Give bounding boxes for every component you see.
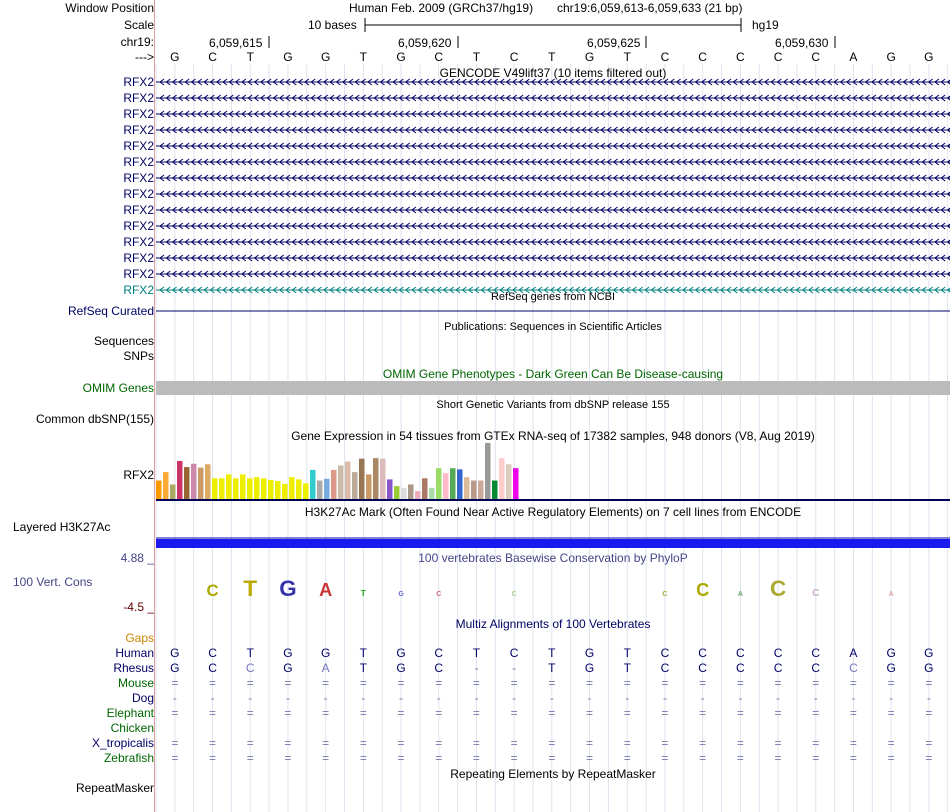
multiz-base: - xyxy=(851,691,856,705)
multiz-base: = xyxy=(322,751,330,765)
sequence-base: G xyxy=(924,50,934,64)
gtex-bar xyxy=(345,461,351,499)
multiz-species-label[interactable]: Rhesus xyxy=(113,661,154,675)
multiz-base: C xyxy=(660,661,670,675)
multiz-base: T xyxy=(548,661,556,675)
multiz-base: = xyxy=(586,706,594,720)
gtex-bar xyxy=(331,470,337,499)
multiz-base: = xyxy=(548,736,556,750)
multiz-base: = xyxy=(472,706,480,720)
multiz-base: = xyxy=(661,676,669,690)
multiz-base: = xyxy=(322,736,330,750)
multiz-base: = xyxy=(812,676,820,690)
multiz-base: = xyxy=(359,676,367,690)
multiz-base: = xyxy=(736,736,744,750)
sequence-base: C xyxy=(434,50,444,64)
phylop-ymax: 4.88 _ xyxy=(120,551,154,565)
gtex-bar xyxy=(429,488,435,499)
ruler-tick-label: 6,059,630 xyxy=(775,36,829,50)
multiz-species-label[interactable]: Human xyxy=(115,646,154,660)
gtex-bar xyxy=(338,465,344,499)
multiz-base: = xyxy=(661,751,669,765)
multiz-base: = xyxy=(849,736,857,750)
multiz-base: = xyxy=(246,676,254,690)
phylop-logo-letter: C xyxy=(511,591,517,598)
multiz-base: = xyxy=(435,751,443,765)
gtex-bar xyxy=(212,478,218,499)
dbsnp-track-label[interactable]: Common dbSNP(155) xyxy=(35,412,154,426)
gtex-bar xyxy=(387,479,393,499)
multiz-base: - xyxy=(549,691,554,705)
multiz-base: C xyxy=(849,661,858,675)
phylop-logo-letter: G xyxy=(398,591,404,598)
multiz-base: = xyxy=(397,676,405,690)
multiz-base: G xyxy=(396,646,406,660)
gtex-bar xyxy=(499,458,505,499)
gtex-bar xyxy=(219,478,225,499)
gencode-item-label[interactable]: RFX2 xyxy=(123,107,154,121)
multiz-species-label[interactable]: Dog xyxy=(131,691,154,705)
multiz-base: = xyxy=(472,751,480,765)
multiz-base: = xyxy=(510,736,518,750)
multiz-base: = xyxy=(586,676,594,690)
multiz-base: - xyxy=(361,691,366,705)
multiz-base: = xyxy=(322,676,330,690)
phylop-logo-letter: C xyxy=(206,581,219,600)
multiz-base: = xyxy=(925,736,933,750)
gtex-bar xyxy=(359,459,365,499)
multiz-base: = xyxy=(548,751,556,765)
sequence-base: T xyxy=(472,50,481,64)
multiz-base: T xyxy=(548,646,556,660)
gtex-bar xyxy=(324,479,330,499)
gencode-item-label[interactable]: RFX2 xyxy=(123,283,154,297)
multiz-base: G xyxy=(924,661,934,675)
multiz-base: = xyxy=(397,736,405,750)
gtex-bar xyxy=(471,481,477,499)
sequence-base: C xyxy=(509,50,519,64)
multiz-base: - xyxy=(813,691,818,705)
multiz-base: - xyxy=(512,691,517,705)
gtex-bar xyxy=(191,464,197,499)
multiz-species-label[interactable]: X_tropicalis xyxy=(91,736,154,750)
multiz-base: - xyxy=(776,691,781,705)
publications-track-title[interactable]: Publications: Sequences in Scientific Articles xyxy=(444,321,662,333)
sequence-base: A xyxy=(849,50,858,64)
gtex-bar xyxy=(436,468,442,499)
strand-label: ---> xyxy=(135,50,154,64)
gtex-bar xyxy=(464,477,470,499)
multiz-base: - xyxy=(474,661,479,675)
gtex-bar xyxy=(254,477,260,499)
sequence-base: G xyxy=(396,50,406,64)
gtex-bar xyxy=(156,481,162,499)
multiz-base: T xyxy=(623,646,631,660)
multiz-base: C xyxy=(773,661,783,675)
multiz-track-title[interactable]: Multiz Alignments of 100 Vertebrates xyxy=(455,617,651,631)
omim-bar xyxy=(156,381,950,395)
multiz-base: = xyxy=(623,706,631,720)
multiz-base: - xyxy=(323,691,328,705)
multiz-base: G xyxy=(396,661,406,675)
multiz-base: C xyxy=(434,646,444,660)
multiz-base: A xyxy=(849,646,858,660)
sequence-base: G xyxy=(283,50,293,64)
multiz-base: G xyxy=(170,646,180,660)
multiz-base: = xyxy=(774,706,782,720)
gencode-item-label[interactable]: RFX2 xyxy=(123,171,154,185)
multiz-base: = xyxy=(887,706,895,720)
publications-track-label[interactable]: Sequences xyxy=(93,334,154,348)
gtex-bar xyxy=(401,488,407,499)
dbsnp-track-title[interactable]: Short Genetic Variants from dbSNP release 155 xyxy=(436,399,670,411)
sequence-base: C xyxy=(698,50,707,64)
multiz-base: C xyxy=(736,661,745,675)
gtex-bar xyxy=(163,472,169,499)
multiz-base: = xyxy=(510,706,518,720)
multiz-base: C xyxy=(773,646,783,660)
multiz-base: = xyxy=(623,676,631,690)
gencode-item-label[interactable]: RFX2 xyxy=(123,219,154,233)
multiz-base: C xyxy=(208,661,217,675)
sequence-base: T xyxy=(359,50,368,64)
gtex-bar xyxy=(366,474,372,499)
omim-track-label[interactable]: OMIM Genes xyxy=(82,381,154,395)
multiz-base: - xyxy=(474,691,479,705)
gtex-bar xyxy=(408,484,414,499)
multiz-base: G xyxy=(283,646,293,660)
ruler-tick-label: 6,059,620 xyxy=(398,36,452,50)
multiz-base: = xyxy=(284,751,292,765)
sequence-base: T xyxy=(548,50,556,64)
multiz-base: = xyxy=(284,706,292,720)
gtex-bar xyxy=(268,480,274,499)
multiz-base: = xyxy=(322,706,330,720)
gtex-bar xyxy=(303,483,309,499)
gtex-track-title[interactable]: Gene Expression in 54 tissues from GTEx RNA-seq of 17382 samples, 948 donors (V8, Aug 2019) xyxy=(291,429,815,443)
gencode-item-label[interactable]: RFX2 xyxy=(123,267,154,281)
position-text: chr19:6,059,613-6,059,633 (21 bp) xyxy=(557,1,743,15)
multiz-base: = xyxy=(472,736,480,750)
multiz-base: A xyxy=(321,661,330,675)
phylop-track-title[interactable]: 100 vertebrates Basewise Conservation by PhyloP xyxy=(418,551,688,565)
gtex-bar xyxy=(240,474,246,499)
multiz-base: = xyxy=(623,751,631,765)
multiz-base: G xyxy=(886,646,896,660)
gtex-bar xyxy=(513,468,519,499)
multiz-base: G xyxy=(924,646,934,660)
gtex-bar xyxy=(317,481,323,499)
phylop-logo-letter: A xyxy=(319,580,333,600)
multiz-base: C xyxy=(811,661,821,675)
multiz-base: C xyxy=(660,646,670,660)
multiz-base: = xyxy=(736,676,744,690)
multiz-base: = xyxy=(548,706,556,720)
gencode-item-label[interactable]: RFX2 xyxy=(123,75,154,89)
multiz-base: - xyxy=(587,691,592,705)
gtex-bar xyxy=(457,469,463,499)
sequence-base: T xyxy=(246,50,254,64)
multiz-base: T xyxy=(472,646,481,660)
multiz-base: = xyxy=(209,706,217,720)
multiz-base: G xyxy=(320,646,331,660)
gencode-track-title[interactable]: GENCODE V49lift37 (10 items filtered out) xyxy=(439,66,667,80)
multiz-species-label[interactable]: Elephant xyxy=(106,706,154,720)
phylop-logo-letter: C xyxy=(812,588,820,599)
gtex-bar xyxy=(282,484,288,499)
gtex-bar xyxy=(310,470,316,499)
multiz-base: G xyxy=(584,646,595,660)
gtex-bar xyxy=(261,478,267,499)
multiz-base: C xyxy=(509,646,519,660)
gtex-bar xyxy=(184,467,190,499)
multiz-base: = xyxy=(925,706,933,720)
gencode-item-label[interactable]: RFX2 xyxy=(123,123,154,137)
multiz-base: = xyxy=(209,676,217,690)
ruler-tick-label: 6,059,615 xyxy=(209,36,263,50)
multiz-base: G xyxy=(886,661,896,675)
gtex-bar xyxy=(380,459,386,499)
multiz-base: G xyxy=(283,661,293,675)
multiz-base: T xyxy=(246,646,254,660)
sequence-base: G xyxy=(584,50,595,64)
multiz-base: = xyxy=(699,676,707,690)
multiz-base: = xyxy=(472,676,480,690)
phylop-logo-letter: A xyxy=(888,591,894,598)
gtex-bar xyxy=(443,473,449,499)
gtex-bar xyxy=(233,478,239,499)
phylop-track-label[interactable]: 100 Vert. Cons xyxy=(13,575,93,589)
multiz-base: = xyxy=(736,706,744,720)
ruler-tick-label: 6,059,625 xyxy=(587,36,641,50)
multiz-base: = xyxy=(435,706,443,720)
multiz-base: = xyxy=(510,751,518,765)
gtex-bar xyxy=(275,481,281,499)
repeatmasker-track-title[interactable]: Repeating Elements by RepeatMasker xyxy=(450,767,656,781)
multiz-base: = xyxy=(925,676,933,690)
gencode-item-label[interactable]: RFX2 xyxy=(123,187,154,201)
multiz-base: C xyxy=(245,661,255,675)
phylop-logo-letter: C xyxy=(436,591,442,598)
multiz-base: = xyxy=(246,706,254,720)
gtex-bar xyxy=(177,461,183,499)
multiz-base: = xyxy=(171,736,179,750)
phylop-logo-letter: C xyxy=(769,576,787,601)
gtex-bar xyxy=(450,468,456,499)
sequence-base: G xyxy=(320,50,331,64)
multiz-base: - xyxy=(512,661,517,675)
gtex-bar xyxy=(247,478,253,499)
multiz-base: = xyxy=(849,706,857,720)
multiz-base: = xyxy=(661,706,669,720)
multiz-base: - xyxy=(210,691,215,705)
multiz-base: - xyxy=(738,691,743,705)
multiz-base: = xyxy=(736,751,744,765)
multiz-base: C xyxy=(736,646,745,660)
gtex-bar xyxy=(485,443,491,499)
h3k27ac-track-label[interactable]: Layered H3K27Ac xyxy=(13,520,111,534)
multiz-base: = xyxy=(359,751,367,765)
snps-track-label[interactable]: SNPs xyxy=(123,349,154,363)
multiz-base: - xyxy=(172,691,177,705)
gtex-bar xyxy=(506,464,512,499)
multiz-base: = xyxy=(812,706,820,720)
phylop-ymin: -4.5 _ xyxy=(123,600,154,614)
multiz-base: - xyxy=(662,691,667,705)
gtex-bar xyxy=(198,468,204,499)
phylop-logo-letter: G xyxy=(279,576,297,601)
multiz-base: = xyxy=(548,676,556,690)
multiz-base: = xyxy=(246,751,254,765)
multiz-base: = xyxy=(510,676,518,690)
sequence-base: C xyxy=(736,50,745,64)
scale-db: hg19 xyxy=(752,18,779,32)
phylop-logo-letter: T xyxy=(360,588,366,598)
multiz-base: = xyxy=(849,751,857,765)
gtex-bar xyxy=(352,472,358,499)
multiz-base: = xyxy=(359,706,367,720)
window-position-label: Window Position xyxy=(65,1,154,15)
multiz-base: - xyxy=(399,691,404,705)
phylop-logo-letter: A xyxy=(737,591,743,598)
sequence-base: C xyxy=(660,50,670,64)
multiz-base: = xyxy=(774,676,782,690)
multiz-base: - xyxy=(926,691,931,705)
gaps-label: Gaps xyxy=(125,631,154,645)
multiz-base: T xyxy=(359,646,368,660)
multiz-base: C xyxy=(698,646,707,660)
scale-text: 10 bases xyxy=(308,18,357,32)
gtex-bar xyxy=(415,491,421,499)
sequence-base: G xyxy=(886,50,896,64)
phylop-logo-letter: C xyxy=(696,580,710,600)
multiz-base: - xyxy=(248,691,253,705)
sequence-base: C xyxy=(773,50,783,64)
multiz-base: = xyxy=(359,736,367,750)
gtex-bar xyxy=(205,464,211,499)
gtex-bar xyxy=(289,477,295,499)
gtex-bar xyxy=(170,484,176,499)
multiz-base: = xyxy=(209,751,217,765)
multiz-base: = xyxy=(435,736,443,750)
sequence-base: C xyxy=(208,50,217,64)
multiz-base: = xyxy=(586,736,594,750)
multiz-base: = xyxy=(812,751,820,765)
phylop-logo-letter: T xyxy=(243,576,258,601)
multiz-base: = xyxy=(699,736,707,750)
multiz-species-label[interactable]: Mouse xyxy=(117,676,154,690)
h3k27ac-track-title[interactable]: H3K27Ac Mark (Often Found Near Active Regulatory Elements) on 7 cell lines from ENCODE xyxy=(304,505,802,519)
h3k27ac-signal xyxy=(156,539,950,548)
multiz-base: = xyxy=(812,736,820,750)
multiz-base: = xyxy=(849,676,857,690)
multiz-base: = xyxy=(246,736,254,750)
multiz-base: - xyxy=(436,691,441,705)
sequence-base: C xyxy=(811,50,821,64)
multiz-species-label[interactable]: Zebrafish xyxy=(103,751,154,765)
multiz-base: = xyxy=(699,751,707,765)
omim-track-title[interactable]: OMIM Gene Phenotypes - Dark Green Can Be Disease-causing xyxy=(382,367,724,381)
phylop-logo-letter: C xyxy=(662,591,668,598)
sequence-base: T xyxy=(623,50,631,64)
multiz-base: = xyxy=(209,736,217,750)
gtex-bar xyxy=(394,486,400,499)
gencode-item-label[interactable]: RFX2 xyxy=(123,139,154,153)
refseq-track-label[interactable]: RefSeq Curated xyxy=(67,304,154,318)
gencode-item-label[interactable]: RFX2 xyxy=(123,91,154,105)
refseq-track-title[interactable]: RefSeq genes from NCBI xyxy=(490,291,616,303)
multiz-base: = xyxy=(774,736,782,750)
multiz-base: = xyxy=(397,706,405,720)
multiz-base: = xyxy=(171,676,179,690)
multiz-base: G xyxy=(170,661,180,675)
multiz-base: = xyxy=(887,676,895,690)
gtex-track-label[interactable]: RFX2 xyxy=(123,468,154,482)
multiz-base: = xyxy=(171,706,179,720)
multiz-base: C xyxy=(434,661,444,675)
multiz-base: C xyxy=(208,646,217,660)
multiz-base: = xyxy=(586,751,594,765)
multiz-base: = xyxy=(284,736,292,750)
gtex-bar xyxy=(478,481,484,499)
gtex-bar xyxy=(422,478,428,499)
multiz-base: = xyxy=(699,706,707,720)
multiz-base: T xyxy=(359,661,368,675)
multiz-species-label[interactable]: Chicken xyxy=(110,721,154,735)
gencode-item-label[interactable]: RFX2 xyxy=(123,155,154,169)
multiz-base: = xyxy=(435,676,443,690)
multiz-base: = xyxy=(171,751,179,765)
multiz-base: = xyxy=(661,736,669,750)
scale-label: Scale xyxy=(123,18,154,32)
multiz-base: G xyxy=(584,661,595,675)
assembly-text: Human Feb. 2009 (GRCh37/hg19) xyxy=(349,1,534,15)
gtex-bar xyxy=(373,458,379,499)
multiz-base: C xyxy=(698,661,707,675)
multiz-base: - xyxy=(700,691,705,705)
gencode-item-label[interactable]: RFX2 xyxy=(123,251,154,265)
multiz-base: - xyxy=(889,691,894,705)
multiz-base: - xyxy=(285,691,290,705)
multiz-base: = xyxy=(774,751,782,765)
multiz-base: = xyxy=(397,751,405,765)
multiz-base: = xyxy=(623,736,631,750)
multiz-base: = xyxy=(887,736,895,750)
gtex-bar xyxy=(492,481,498,499)
gtex-bar xyxy=(296,479,302,499)
multiz-base: T xyxy=(623,661,631,675)
gtex-bar xyxy=(226,474,232,499)
multiz-base: - xyxy=(625,691,630,705)
gencode-item-label[interactable]: RFX2 xyxy=(123,235,154,249)
sequence-base: G xyxy=(170,50,180,64)
repeatmasker-track-label[interactable]: RepeatMasker xyxy=(75,781,154,795)
multiz-base: = xyxy=(887,751,895,765)
chrom-label: chr19: xyxy=(120,35,154,49)
gencode-item-label[interactable]: RFX2 xyxy=(123,203,154,217)
multiz-base: C xyxy=(811,646,821,660)
multiz-base: = xyxy=(925,751,933,765)
multiz-base: = xyxy=(284,676,292,690)
